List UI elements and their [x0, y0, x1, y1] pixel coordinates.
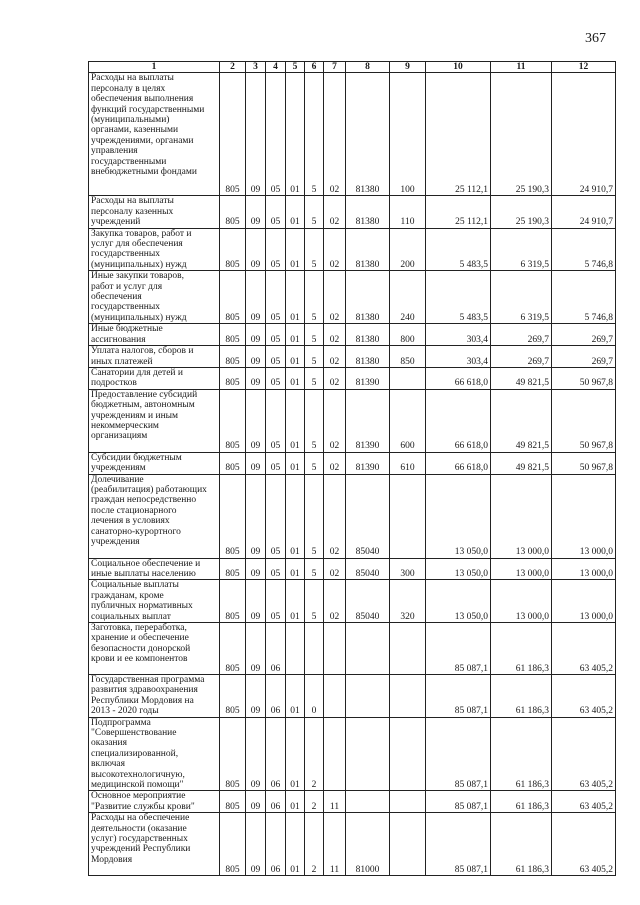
cell-c7: 02 [324, 558, 346, 580]
table-row [89, 717, 616, 791]
cell-c12: 24 910,7 [552, 73, 616, 196]
cell-c9: 300 [390, 558, 426, 580]
cell-c12: 5 746,8 [552, 228, 616, 271]
cell-c4: 05 [266, 228, 286, 271]
cell-c7: 02 [324, 271, 346, 324]
cell-c5: 01 [286, 324, 305, 346]
cell-c2: 805 [220, 558, 246, 580]
cell-c6: 5 [305, 452, 324, 474]
cell-c8: 81390 [346, 389, 390, 452]
cell-c3: 09 [246, 196, 266, 228]
cell-c3: 09 [246, 228, 266, 271]
cell-c3: 09 [246, 367, 266, 389]
cell-c9: 600 [390, 389, 426, 452]
cell-c6: 5 [305, 228, 324, 271]
cell-c11: 25 190,3 [491, 73, 552, 196]
cell-c9: 110 [390, 196, 426, 228]
cell-c11: 269,7 [491, 324, 552, 346]
cell-c2: 805 [220, 580, 246, 623]
cell-c7: 02 [324, 73, 346, 196]
cell-c2: 805 [220, 717, 246, 791]
table-body [89, 73, 616, 876]
cell-c5: 01 [286, 452, 305, 474]
cell-c4: 05 [266, 346, 286, 368]
cell-c4: 05 [266, 580, 286, 623]
cell-c5: 01 [286, 813, 305, 876]
cell-c6: 5 [305, 73, 324, 196]
column-header-5: 5 [286, 62, 305, 73]
cell-c6: 5 [305, 367, 324, 389]
cell-c9 [390, 622, 426, 674]
cell-c9: 200 [390, 228, 426, 271]
row-name-cell: Основное мероприятие "Развитие службы крови" [89, 791, 220, 813]
row-name-cell: Иные бюджетные ассигнования [89, 324, 220, 346]
cell-c12: 5 746,8 [552, 271, 616, 324]
cell-c3: 09 [246, 580, 266, 623]
cell-c11: 49 821,5 [491, 367, 552, 389]
cell-c6: 5 [305, 580, 324, 623]
cell-c12: 13 000,0 [552, 558, 616, 580]
cell-c9: 100 [390, 73, 426, 196]
cell-c11: 61 186,3 [491, 717, 552, 791]
cell-c7: 02 [324, 367, 346, 389]
cell-c2: 805 [220, 228, 246, 271]
cell-c11: 6 319,5 [491, 271, 552, 324]
cell-c2: 805 [220, 346, 246, 368]
cell-c8: 85040 [346, 558, 390, 580]
cell-c11: 13 000,0 [491, 474, 552, 558]
cell-c9: 320 [390, 580, 426, 623]
cell-c10: 85 087,1 [426, 791, 491, 813]
cell-c5: 01 [286, 346, 305, 368]
row-name-cell: Субсидии бюджетным учреждениям [89, 452, 220, 474]
cell-c4: 05 [266, 196, 286, 228]
cell-c6: 5 [305, 196, 324, 228]
row-name-cell: Социальное обеспечение и иные выплаты населению [89, 558, 220, 580]
cell-c12: 63 405,2 [552, 622, 616, 674]
cell-c9 [390, 674, 426, 717]
cell-c3: 09 [246, 346, 266, 368]
cell-c5: 01 [286, 791, 305, 813]
table-row [89, 196, 616, 228]
cell-c6: 2 [305, 813, 324, 876]
cell-c2: 805 [220, 73, 246, 196]
column-header-1: 1 [89, 62, 220, 73]
table-row [89, 389, 616, 452]
budget-table [88, 61, 616, 876]
cell-c5: 01 [286, 389, 305, 452]
table-row [89, 324, 616, 346]
cell-c11: 13 000,0 [491, 558, 552, 580]
cell-c2: 805 [220, 452, 246, 474]
cell-c12: 50 967,8 [552, 452, 616, 474]
cell-c6: 5 [305, 346, 324, 368]
cell-c5: 01 [286, 717, 305, 791]
table-row [89, 474, 616, 558]
cell-c3: 09 [246, 389, 266, 452]
column-header-10: 10 [426, 62, 491, 73]
cell-c7: 02 [324, 452, 346, 474]
cell-c8: 81380 [346, 346, 390, 368]
cell-c11: 61 186,3 [491, 791, 552, 813]
table-row [89, 674, 616, 717]
cell-c3: 09 [246, 558, 266, 580]
cell-c4: 05 [266, 271, 286, 324]
cell-c3: 09 [246, 474, 266, 558]
cell-c4: 05 [266, 367, 286, 389]
cell-c7 [324, 622, 346, 674]
cell-c4: 06 [266, 791, 286, 813]
cell-c5: 01 [286, 580, 305, 623]
cell-c9: 610 [390, 452, 426, 474]
row-name-cell: Иные закупки товаров, работ и услуг для обеспечения государственных (муниципальных) нужд [89, 271, 220, 324]
table-row [89, 452, 616, 474]
cell-c3: 09 [246, 324, 266, 346]
cell-c12: 24 910,7 [552, 196, 616, 228]
cell-c7: 02 [324, 389, 346, 452]
cell-c8: 81380 [346, 324, 390, 346]
cell-c2: 805 [220, 813, 246, 876]
cell-c7: 02 [324, 474, 346, 558]
cell-c9 [390, 367, 426, 389]
cell-c12: 13 000,0 [552, 474, 616, 558]
cell-c10: 85 087,1 [426, 717, 491, 791]
cell-c9: 240 [390, 271, 426, 324]
cell-c10: 13 050,0 [426, 558, 491, 580]
cell-c7: 02 [324, 324, 346, 346]
cell-c4: 05 [266, 452, 286, 474]
cell-c4: 05 [266, 558, 286, 580]
cell-c9 [390, 474, 426, 558]
row-name-cell: Государственная программа развития здравоохранения Республики Мордовия на 2013 - 2020 годы [89, 674, 220, 717]
table-row [89, 580, 616, 623]
cell-c10: 303,4 [426, 346, 491, 368]
cell-c10: 66 618,0 [426, 452, 491, 474]
cell-c11: 61 186,3 [491, 813, 552, 876]
table-row [89, 622, 616, 674]
column-header-3: 3 [246, 62, 266, 73]
cell-c6: 2 [305, 791, 324, 813]
cell-c6: 5 [305, 558, 324, 580]
cell-c10: 85 087,1 [426, 674, 491, 717]
cell-c11: 49 821,5 [491, 389, 552, 452]
cell-c8 [346, 674, 390, 717]
row-name-cell: Социальные выплаты гражданам, кроме публичных нормативных социальных выплат [89, 580, 220, 623]
cell-c5: 01 [286, 558, 305, 580]
cell-c11: 6 319,5 [491, 228, 552, 271]
cell-c12: 269,7 [552, 346, 616, 368]
cell-c8: 81390 [346, 367, 390, 389]
row-name-cell: Расходы на выплаты персоналу казенных учреждений [89, 196, 220, 228]
cell-c9: 850 [390, 346, 426, 368]
cell-c10: 13 050,0 [426, 474, 491, 558]
table-row [89, 271, 616, 324]
cell-c3: 09 [246, 73, 266, 196]
page-number: 367 [585, 31, 606, 46]
cell-c2: 805 [220, 622, 246, 674]
cell-c4: 05 [266, 324, 286, 346]
cell-c8 [346, 791, 390, 813]
row-name-cell: Уплата налогов, сборов и иных платежей [89, 346, 220, 368]
cell-c9 [390, 813, 426, 876]
cell-c8: 81000 [346, 813, 390, 876]
cell-c6: 5 [305, 324, 324, 346]
column-header-7: 7 [324, 62, 346, 73]
cell-c12: 63 405,2 [552, 674, 616, 717]
column-header-8: 8 [346, 62, 390, 73]
cell-c2: 805 [220, 367, 246, 389]
cell-c12: 50 967,8 [552, 367, 616, 389]
cell-c7: 02 [324, 580, 346, 623]
cell-c8: 85040 [346, 580, 390, 623]
cell-c12: 63 405,2 [552, 791, 616, 813]
row-name-cell: Санатории для детей и подростков [89, 367, 220, 389]
table-row [89, 813, 616, 876]
cell-c8: 85040 [346, 474, 390, 558]
cell-c11: 61 186,3 [491, 674, 552, 717]
table-row [89, 228, 616, 271]
cell-c10: 25 112,1 [426, 196, 491, 228]
cell-c9 [390, 791, 426, 813]
cell-c3: 09 [246, 717, 266, 791]
cell-c5: 01 [286, 474, 305, 558]
row-name-cell: Расходы на обеспечение деятельности (оказание услуг) государственных учреждений Республики Мордовия [89, 813, 220, 876]
cell-c11: 61 186,3 [491, 622, 552, 674]
cell-c8: 81390 [346, 452, 390, 474]
cell-c12: 63 405,2 [552, 813, 616, 876]
column-header-4: 4 [266, 62, 286, 73]
cell-c9: 800 [390, 324, 426, 346]
cell-c6: 2 [305, 717, 324, 791]
cell-c3: 09 [246, 622, 266, 674]
cell-c2: 805 [220, 474, 246, 558]
cell-c6: 5 [305, 271, 324, 324]
cell-c10: 85 087,1 [426, 622, 491, 674]
table-row [89, 791, 616, 813]
cell-c10: 66 618,0 [426, 389, 491, 452]
cell-c7 [324, 674, 346, 717]
cell-c8: 81380 [346, 73, 390, 196]
cell-c5: 01 [286, 674, 305, 717]
cell-c7: 11 [324, 813, 346, 876]
cell-c2: 805 [220, 791, 246, 813]
cell-c6: 5 [305, 474, 324, 558]
row-name-cell: Долечивание (реабилитация) работающих граждан непосредственно после стационарного лечения в условиях санаторно-курортного учреждения [89, 474, 220, 558]
cell-c5 [286, 622, 305, 674]
cell-c11: 269,7 [491, 346, 552, 368]
table-row [89, 346, 616, 368]
cell-c8 [346, 622, 390, 674]
row-name-cell: Закупка товаров, работ и услуг для обеспечения государственных (муниципальных) нужд [89, 228, 220, 271]
row-name-cell: Заготовка, переработка, хранение и обеспечение безопасности донорской крови и ее компонентов [89, 622, 220, 674]
cell-c2: 805 [220, 674, 246, 717]
table-row [89, 558, 616, 580]
cell-c10: 25 112,1 [426, 73, 491, 196]
cell-c4: 06 [266, 674, 286, 717]
cell-c5: 01 [286, 196, 305, 228]
cell-c3: 09 [246, 813, 266, 876]
cell-c12: 269,7 [552, 324, 616, 346]
cell-c10: 5 483,5 [426, 271, 491, 324]
cell-c12: 63 405,2 [552, 717, 616, 791]
row-name-cell: Предоставление субсидий бюджетным, автономным учреждениям и иным некоммерческим организациям [89, 389, 220, 452]
cell-c11: 13 000,0 [491, 580, 552, 623]
cell-c9 [390, 717, 426, 791]
cell-c4: 05 [266, 73, 286, 196]
cell-c7 [324, 717, 346, 791]
cell-c8: 81380 [346, 271, 390, 324]
cell-c7: 02 [324, 228, 346, 271]
cell-c11: 25 190,3 [491, 196, 552, 228]
cell-c10: 13 050,0 [426, 580, 491, 623]
cell-c12: 13 000,0 [552, 580, 616, 623]
cell-c8 [346, 717, 390, 791]
cell-c3: 09 [246, 674, 266, 717]
cell-c6: 0 [305, 674, 324, 717]
cell-c5: 01 [286, 228, 305, 271]
cell-c4: 06 [266, 813, 286, 876]
cell-c4: 05 [266, 389, 286, 452]
cell-c7: 11 [324, 791, 346, 813]
cell-c3: 09 [246, 791, 266, 813]
cell-c10: 66 618,0 [426, 367, 491, 389]
cell-c12: 50 967,8 [552, 389, 616, 452]
row-name-cell: Подпрограмма "Совершенствование оказания специализированной, включая высокотехнологичную, медицинской помощи" [89, 717, 220, 791]
cell-c4: 06 [266, 717, 286, 791]
cell-c11: 49 821,5 [491, 452, 552, 474]
cell-c2: 805 [220, 324, 246, 346]
cell-c3: 09 [246, 452, 266, 474]
column-header-6: 6 [305, 62, 324, 73]
cell-c10: 303,4 [426, 324, 491, 346]
table-header-row [89, 62, 616, 73]
row-name-cell: Расходы на выплаты персоналу в целях обеспечения выполнения функций государственными (муниципальными) органами, казенными учреждениями, органами управления государственными внебюджетными фондами [89, 73, 220, 196]
cell-c6: 5 [305, 389, 324, 452]
table-row [89, 73, 616, 196]
cell-c2: 805 [220, 196, 246, 228]
column-header-9: 9 [390, 62, 426, 73]
cell-c2: 805 [220, 271, 246, 324]
cell-c7: 02 [324, 346, 346, 368]
cell-c8: 81380 [346, 196, 390, 228]
table-row [89, 367, 616, 389]
column-header-12: 12 [552, 62, 616, 73]
cell-c5: 01 [286, 367, 305, 389]
cell-c3: 09 [246, 271, 266, 324]
cell-c4: 06 [266, 622, 286, 674]
cell-c10: 85 087,1 [426, 813, 491, 876]
cell-c8: 81380 [346, 228, 390, 271]
cell-c5: 01 [286, 73, 305, 196]
cell-c5: 01 [286, 271, 305, 324]
cell-c4: 05 [266, 474, 286, 558]
column-header-11: 11 [491, 62, 552, 73]
cell-c10: 5 483,5 [426, 228, 491, 271]
cell-c6 [305, 622, 324, 674]
column-header-2: 2 [220, 62, 246, 73]
cell-c2: 805 [220, 389, 246, 452]
cell-c7: 02 [324, 196, 346, 228]
